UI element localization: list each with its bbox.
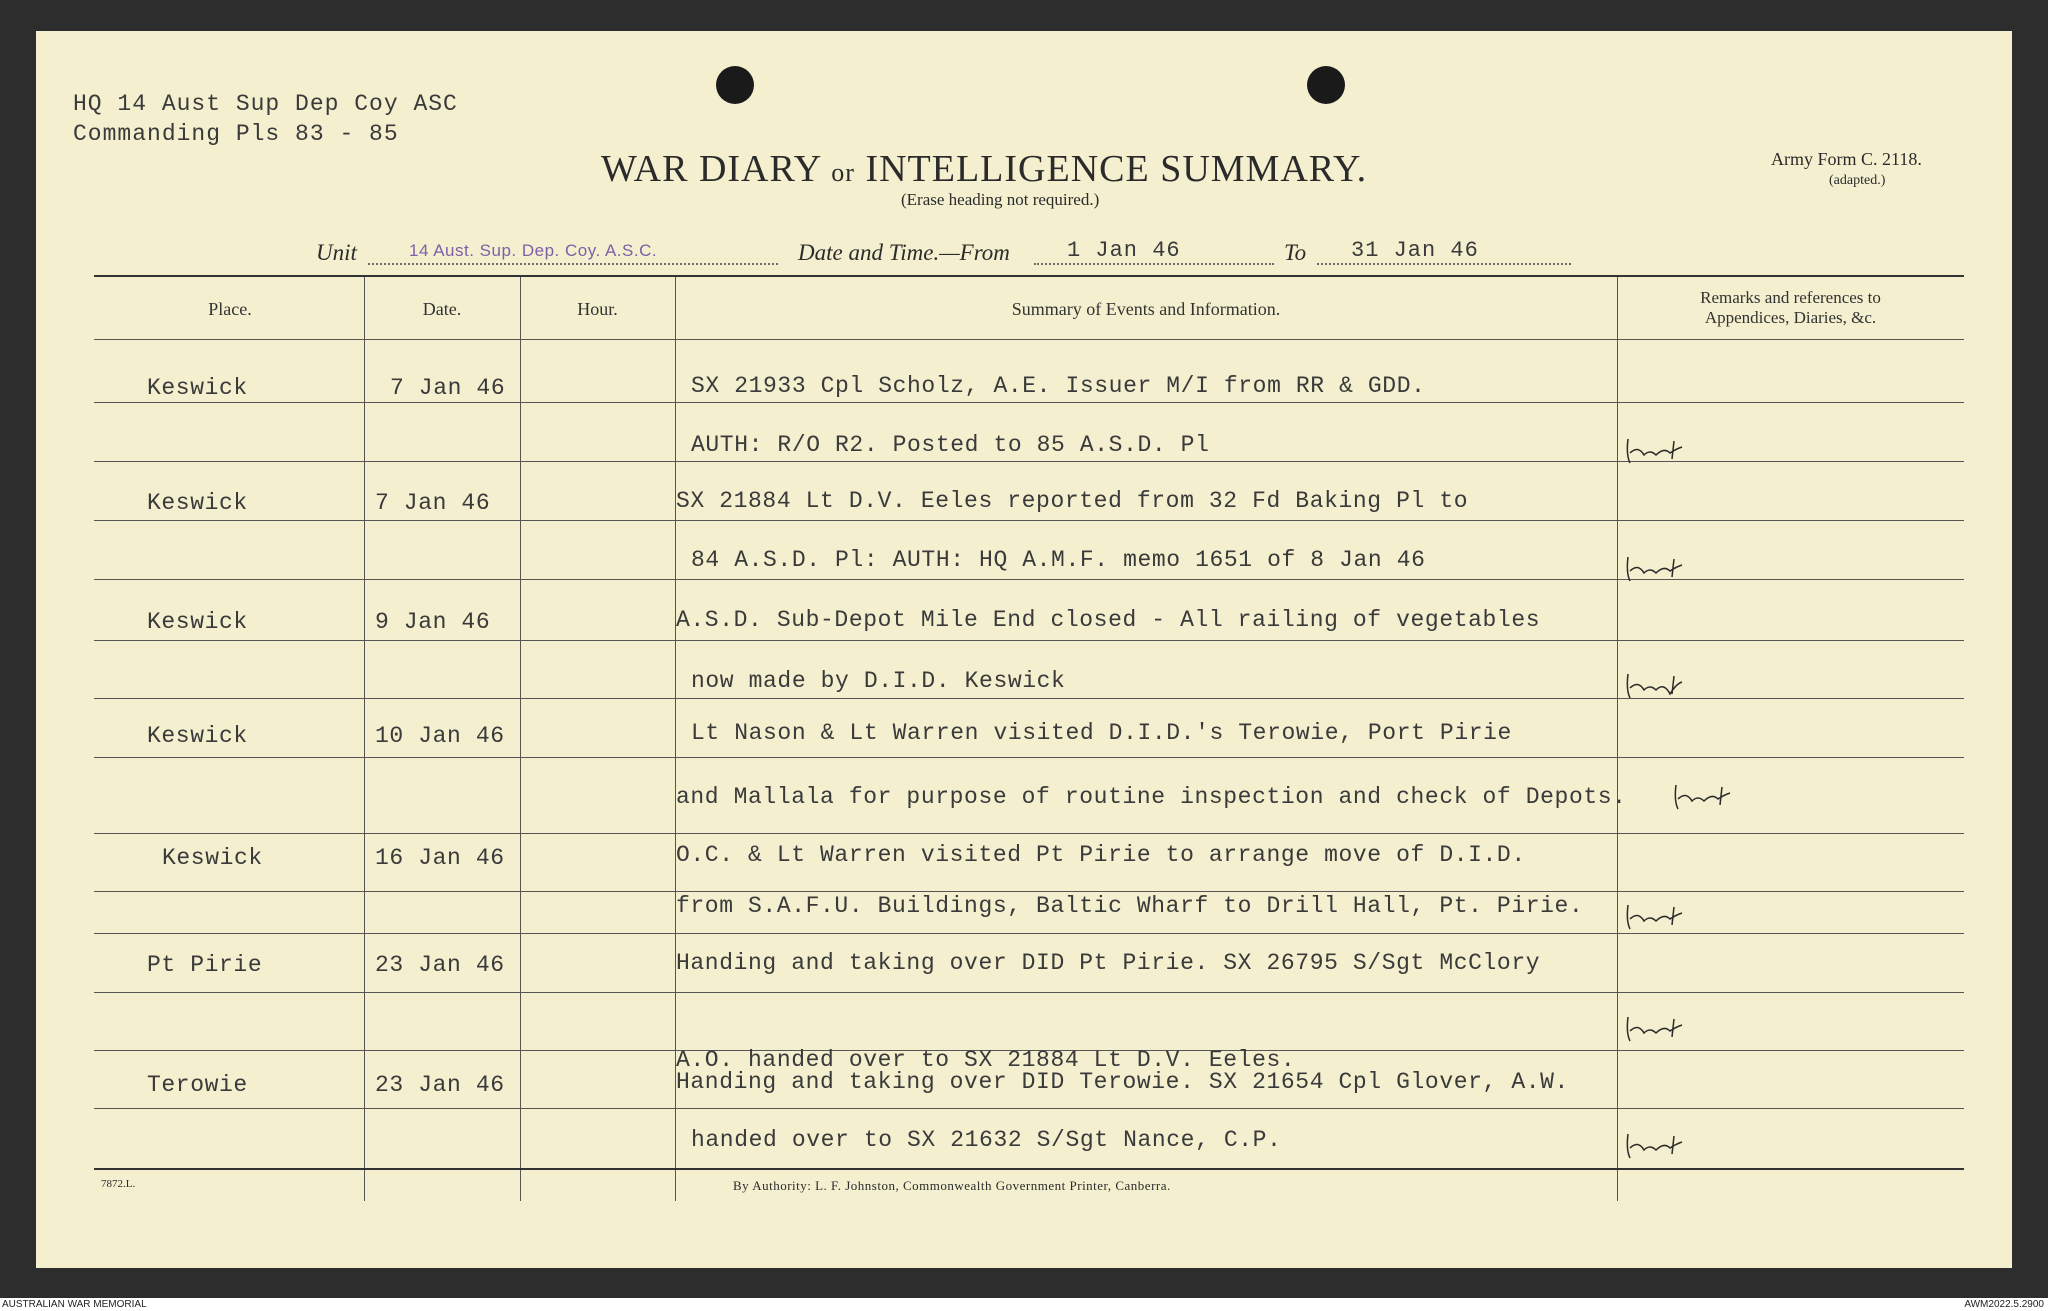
archive-caption: AUSTRALIAN WAR MEMORIAL xyxy=(2,1299,147,1310)
table-cell-summary: SX 21933 Cpl Scholz, A.E. Issuer M/I from RR & GDD. xyxy=(691,373,1426,399)
table-cell-summary: from S.A.F.U. Buildings, Baltic Wharf to Drill Hall, Pt. Pirie. xyxy=(676,893,1584,919)
column-header-date: Date. xyxy=(422,299,462,319)
table-cell-date: 9 Jan 46 xyxy=(375,609,491,635)
column-divider xyxy=(364,277,365,1201)
handwritten-initials xyxy=(1622,551,1688,585)
table-cell-summary: Handing and taking over DID Pt Pirie. SX 26795 S/Sgt McClory xyxy=(676,950,1541,976)
table-cell-summary: handed over to SX 21632 S/Sgt Nance, C.P. xyxy=(691,1127,1282,1153)
table-cell-date: 7 Jan 46 xyxy=(375,490,491,516)
title-or: or xyxy=(831,158,855,187)
unit-header-line-2: Commanding Pls 83 - 85 xyxy=(73,121,399,147)
to-dotted-line xyxy=(1317,263,1571,265)
table-cell-summary: Handing and taking over DID Terowie. SX 21654 Cpl Glover, A.W. xyxy=(676,1069,1569,1095)
printer-authority: By Authority: L. F. Johnston, Commonwealth Government Printer, Canberra. xyxy=(733,1178,1171,1193)
row-rule xyxy=(94,640,1964,641)
row-rule xyxy=(94,757,1964,758)
archive-accession-number: AWM2022.5.2900 xyxy=(1964,1299,2044,1310)
title-intelligence-summary: INTELLIGENCE SUMMARY. xyxy=(865,148,1368,190)
table-cell-place: Keswick xyxy=(162,845,263,871)
date-from-value: 1 Jan 46 xyxy=(1067,238,1181,263)
table-cell-date: 16 Jan 46 xyxy=(375,845,505,871)
row-rule xyxy=(94,933,1964,934)
column-header-hour: Hour. xyxy=(577,299,618,319)
handwritten-initials xyxy=(1622,1011,1688,1045)
table-cell-date: 23 Jan 46 xyxy=(375,952,505,978)
date-to-value: 31 Jan 46 xyxy=(1351,238,1479,263)
title-war-diary: WAR DIARY xyxy=(601,148,821,190)
table-cell-place: Keswick xyxy=(147,723,248,749)
handwritten-initials xyxy=(1622,899,1688,933)
table-cell-summary: A.S.D. Sub-Depot Mile End closed - All railing of vegetables xyxy=(676,607,1541,633)
table-top-rule xyxy=(94,275,1964,277)
war-diary-form xyxy=(36,31,2012,1268)
remarks-header-line-2: Appendices, Diaries, &c. xyxy=(1704,308,1877,327)
table-cell-place: Pt Pirie xyxy=(147,952,263,978)
row-rule xyxy=(94,520,1964,521)
table-cell-place: Keswick xyxy=(147,609,248,635)
table-cell-place: Keswick xyxy=(147,375,248,401)
handwritten-initials xyxy=(1622,668,1688,702)
row-rule xyxy=(94,402,1964,403)
row-rule xyxy=(94,1108,1964,1109)
table-cell-date: 7 Jan 46 xyxy=(390,375,506,401)
date-from-label: Date and Time.—From xyxy=(798,240,1010,265)
table-cell-summary: O.C. & Lt Warren visited Pt Pirie to arrange move of D.I.D. xyxy=(676,842,1526,868)
table-cell-place: Keswick xyxy=(147,490,248,516)
table-cell-date: 23 Jan 46 xyxy=(375,1072,505,1098)
column-header-summary: Summary of Events and Information. xyxy=(1011,299,1281,319)
column-divider xyxy=(520,277,521,1201)
handwritten-initials xyxy=(1670,779,1736,813)
row-rule xyxy=(94,992,1964,993)
handwritten-initials xyxy=(1622,433,1688,467)
date-to-label: To xyxy=(1284,240,1307,265)
column-header-place: Place. xyxy=(208,299,252,319)
form-print-number: 7872.L. xyxy=(101,1178,136,1190)
unit-stamp-value: 14 Aust. Sup. Dep. Coy. A.S.C. xyxy=(409,241,658,260)
table-bottom-rule xyxy=(94,1168,1964,1170)
table-cell-date: 10 Jan 46 xyxy=(375,723,505,749)
table-cell-summary: A.O. handed over to SX 21884 Lt D.V. Eeles. xyxy=(676,1047,1296,1073)
army-form-adapted: (adapted.) xyxy=(1829,173,1886,188)
table-cell-summary: SX 21884 Lt D.V. Eeles reported from 32 Fd Baking Pl to xyxy=(676,488,1469,514)
table-cell-summary: now made by D.I.D. Keswick xyxy=(691,668,1066,694)
table-cell-place: Terowie xyxy=(147,1072,248,1098)
unit-header-line-1: HQ 14 Aust Sup Dep Coy ASC xyxy=(73,91,458,117)
page-title xyxy=(601,147,1367,191)
unit-dotted-line xyxy=(368,263,778,265)
erase-note: (Erase heading not required.) xyxy=(901,190,1100,209)
row-rule xyxy=(94,891,1964,892)
punch-hole-left xyxy=(716,66,754,104)
column-divider xyxy=(1617,277,1618,1201)
punch-hole-right xyxy=(1307,66,1345,104)
table-cell-summary: AUTH: R/O R2. Posted to 85 A.S.D. Pl xyxy=(691,432,1210,458)
table-cell-summary: 84 A.S.D. Pl: AUTH: HQ A.M.F. memo 1651 of 8 Jan 46 xyxy=(691,547,1426,573)
column-header-remarks xyxy=(1617,288,1964,328)
table-cell-summary: Lt Nason & Lt Warren visited D.I.D.'s Terowie, Port Pirie xyxy=(691,720,1512,746)
row-rule xyxy=(94,833,1964,834)
from-dotted-line xyxy=(1034,263,1274,265)
unit-label: Unit xyxy=(316,240,357,265)
header-rule xyxy=(94,339,1964,340)
handwritten-initials xyxy=(1622,1128,1688,1162)
remarks-header-line-1: Remarks and references to xyxy=(1700,288,1881,307)
army-form-number: Army Form C. 2118. xyxy=(1771,149,1922,169)
table-cell-summary: and Mallala for purpose of routine inspection and check of Depots. xyxy=(676,784,1627,810)
